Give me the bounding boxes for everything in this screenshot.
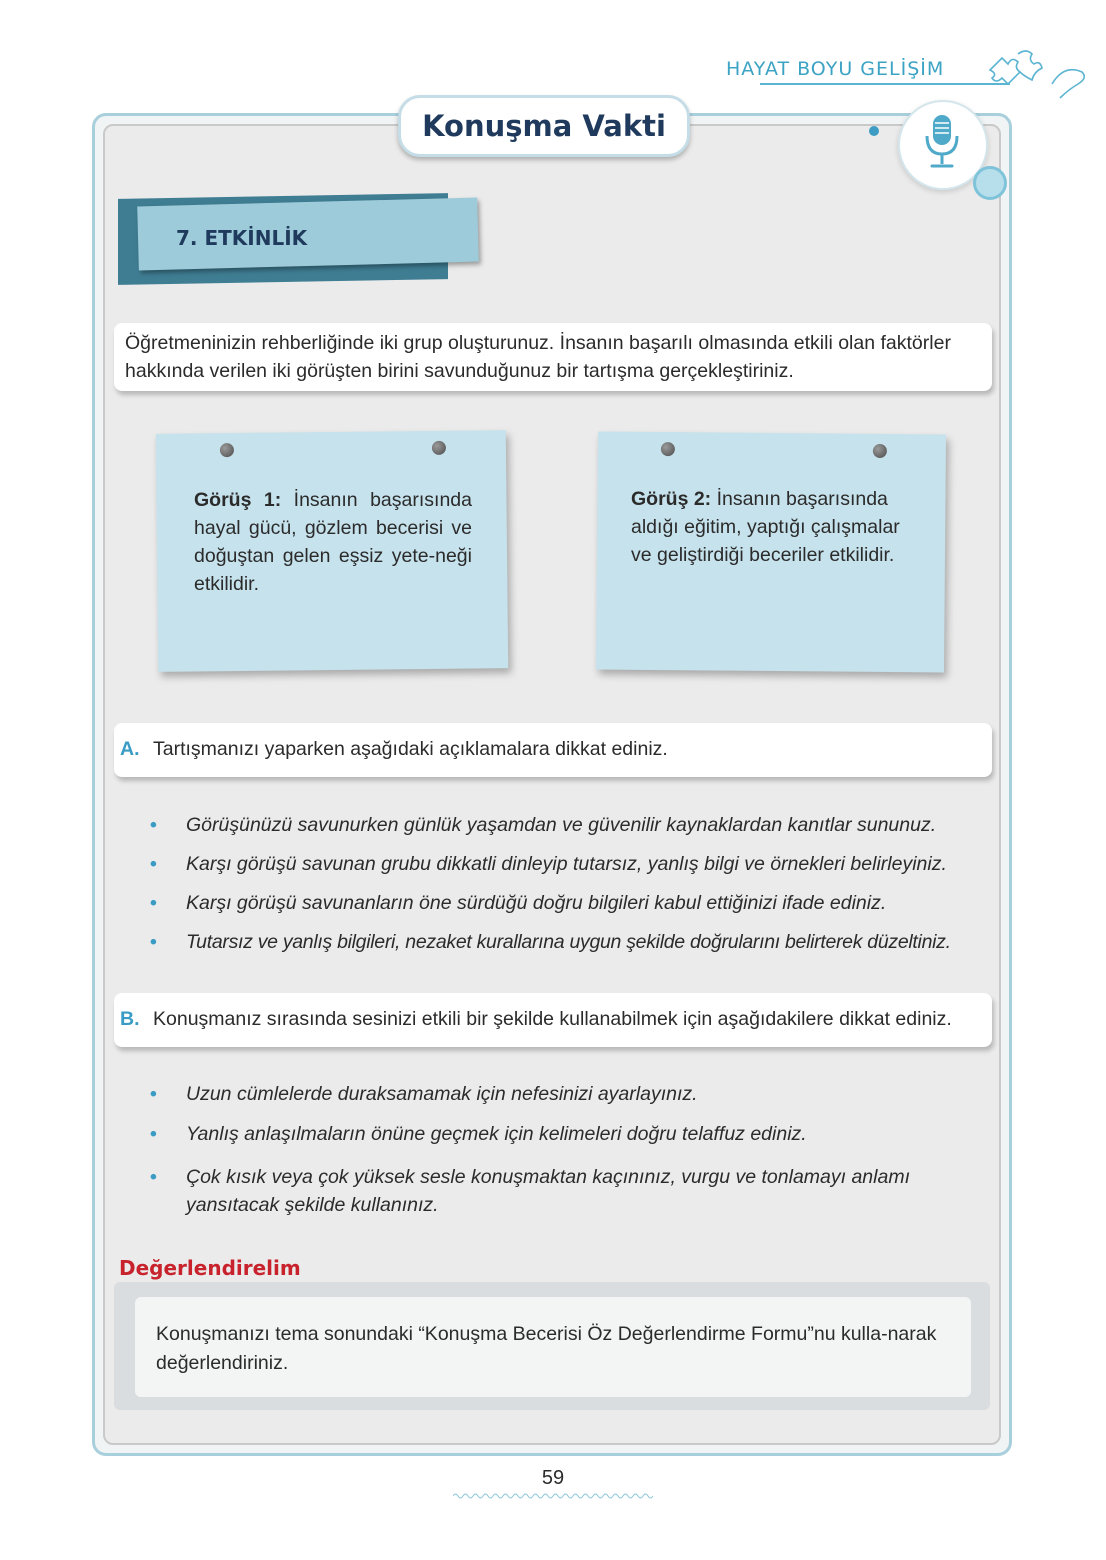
view-1-body: İnsanın başarısında hayal gücü, gözlem becerisi ve doğuştan gelen eşsiz yete-neği etkilidir. xyxy=(194,489,472,595)
list-item: • Uzun cümlelerde duraksamamak için nefesinizi ayarlayınız. xyxy=(150,1083,698,1105)
bullet-icon: • xyxy=(150,853,157,875)
part-b-list xyxy=(148,1083,966,1219)
puzzle-piece-icon xyxy=(982,44,1092,100)
part-b-text: Konuşmanız sırasında sesinizi etkili bir şekilde kullanabilmek için aşağıdakilere dikkat ediniz. xyxy=(153,1008,952,1030)
view-1-label: Görüş 1: xyxy=(194,489,282,511)
section-title-pill xyxy=(398,95,690,157)
intro-box xyxy=(114,323,992,391)
part-a-text: Tartışmanızı yaparken aşağıdaki açıklamalara dikkat ediniz. xyxy=(153,738,668,760)
pin-icon xyxy=(661,442,675,456)
pin-icon xyxy=(432,441,446,455)
bullet-icon: • xyxy=(150,1166,157,1188)
part-a-box xyxy=(114,723,992,777)
part-b-box xyxy=(114,993,992,1047)
pin-icon xyxy=(873,444,887,458)
bullet-icon: • xyxy=(150,814,157,836)
part-a-letter: A. xyxy=(120,738,140,760)
activity-label: 7. ETKİNLİK xyxy=(176,226,308,250)
bullet-icon: • xyxy=(150,892,157,914)
part-b-letter: B. xyxy=(120,1008,140,1030)
list-item: • Görüşünüzü savunurken günlük yaşamdan ve güvenilir kaynaklardan kanıtlar sununuz. xyxy=(150,814,937,836)
list-item: • Karşı görüşü savunanların öne sürdüğü doğru bilgileri kabul ettiğinizi ifade ediniz. xyxy=(150,892,887,914)
decor-dot xyxy=(869,126,879,136)
bullet-icon: • xyxy=(150,931,157,953)
bullet-icon: • xyxy=(150,1083,157,1105)
bullet-icon: • xyxy=(150,1123,157,1145)
pin-icon xyxy=(220,443,234,457)
list-item: • Yanlış anlaşılmaların önüne geçmek için kelimeleri doğru telaffuz ediniz. xyxy=(150,1123,807,1145)
list-item: • Karşı görüşü savunan grubu dikkatli dinleyip tutarsız, yanlış bilgi ve örnekleri belirleyiniz. xyxy=(150,853,947,875)
list-item: • Tutarsız ve yanlış bilgileri, nezaket kurallarına uygun şekilde doğrularını belirterek düzeltiniz. xyxy=(150,931,951,953)
header-rule xyxy=(760,83,1010,85)
view-2-text xyxy=(631,485,921,569)
intro-text: Öğretmeninizin rehberliğinde iki grup oluşturunuz. İnsanın başarılı olmasında etkili olan faktörler hakkında verilen iki görüşten birini savunduğunuz bir tartışma gerçekleştiriniz. xyxy=(125,332,951,382)
view-1-text xyxy=(194,486,472,598)
list-item: • Çok kısık veya çok yüksek sesle konuşmaktan kaçınınız, vurgu ve tonlamayı anlamı yansıtacak şekilde kullanınız. xyxy=(148,1163,966,1219)
microphone-icon xyxy=(900,102,986,188)
evaluation-text: Konuşmanızı tema sonundaki “Konuşma Becerisi Öz Değerlendirme Formu”nu kulla-narak değerlendiriniz. xyxy=(156,1323,937,1374)
running-header-title: HAYAT BOYU GELİŞİM xyxy=(726,58,945,80)
wave-divider xyxy=(453,1492,653,1500)
evaluation-title: Değerlendirelim xyxy=(119,1256,301,1280)
decor-ring xyxy=(973,166,1007,200)
part-a-list xyxy=(148,814,951,970)
section-title: Konuşma Vakti xyxy=(422,109,666,143)
view-2-label: Görüş 2: xyxy=(631,488,712,510)
view-2-body: İnsanın başarısında aldığı eğitim, yaptığı çalışmalar ve geliştirdiği beceriler etkilidir. xyxy=(631,488,900,566)
page-number: 59 xyxy=(541,1467,565,1489)
page-frame xyxy=(92,113,1012,1456)
